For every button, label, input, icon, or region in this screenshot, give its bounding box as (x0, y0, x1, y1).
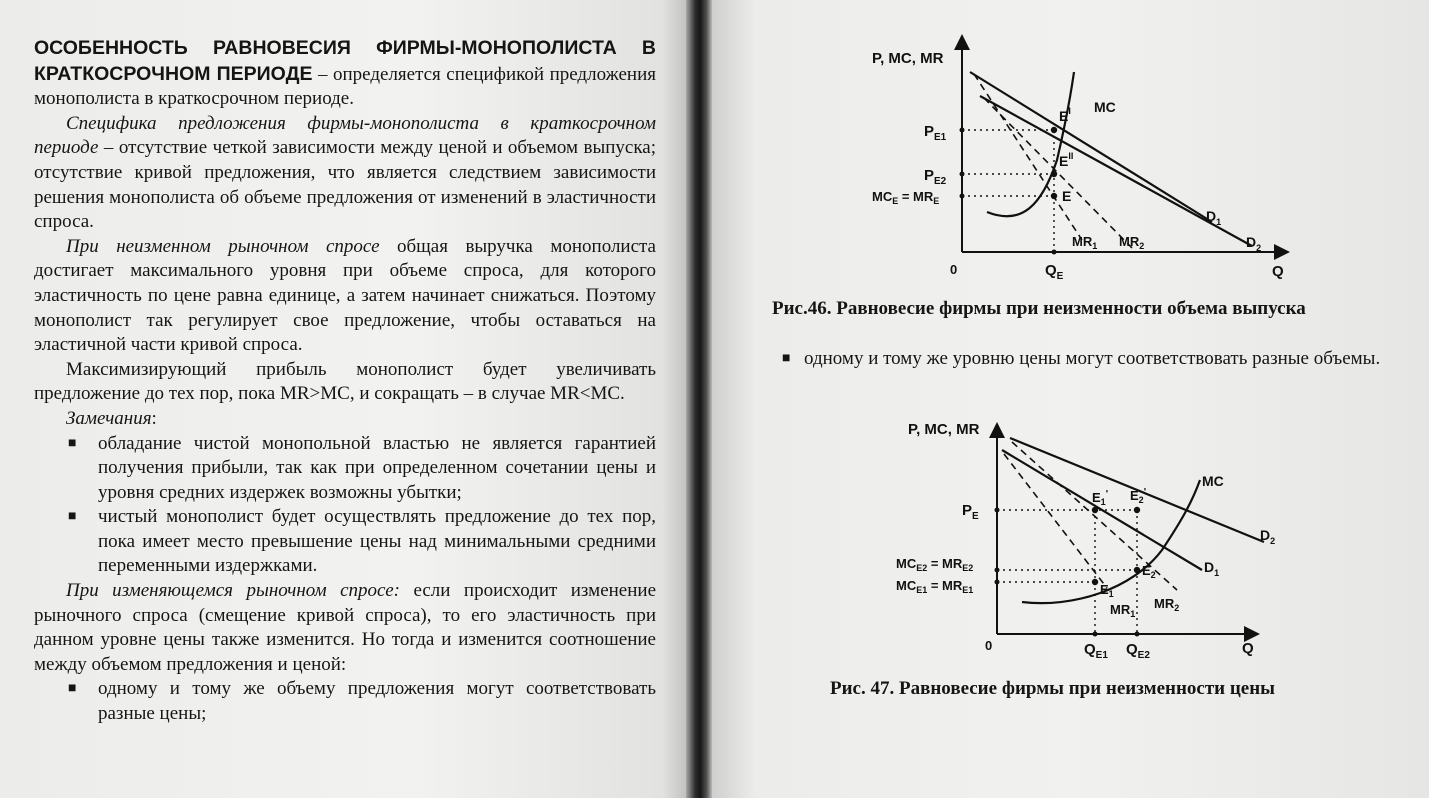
fig46-pe1-sub: E1 (934, 132, 947, 143)
paragraph-constant-demand (34, 235, 656, 358)
fig47-e2p-mark: ' (1143, 487, 1147, 498)
price-bullet (34, 677, 656, 726)
fig47-e1p-sub: 1 (1100, 497, 1106, 507)
fig47-origin-label: 0 (985, 638, 993, 653)
fig47-mce1-label (896, 578, 973, 595)
fig46-tick-pe1 (960, 128, 965, 133)
fig47-qe2-label (1126, 641, 1150, 661)
fig46-e-prime-label (1059, 106, 1071, 124)
fig46-mr1-sub: 1 (1092, 241, 1098, 251)
fig47-e1-prime-label (1092, 489, 1108, 507)
paragraph-specifics (34, 112, 656, 235)
fig47-e1-main: E (1100, 582, 1109, 597)
remark-bullet-2 (34, 505, 656, 579)
fig46-mre-sub: E (933, 196, 940, 206)
fig47-pe-label (962, 502, 979, 522)
fig46-e-dprime-main: E (1059, 153, 1069, 169)
bullet-square-icon: ■ (782, 351, 791, 366)
fig46-point-e (1051, 193, 1057, 199)
fig47-point-e2-prime (1134, 507, 1140, 513)
bullet-square-icon: ■ (68, 509, 77, 525)
fig47-mc-label: MC (1202, 473, 1224, 489)
fig47-tick-mce1 (995, 580, 1000, 585)
right-bullet-text: одному и тому же уровню цены могут соответствовать разные объемы. (804, 348, 1381, 369)
fig47-e2-main: E (1142, 563, 1151, 578)
price-bullet-text: одному и тому же объему предложения могут соответствовать разные цены; (98, 678, 656, 725)
fig47-mr1-sub: 1 (1130, 609, 1136, 619)
remark-bullet-1-text: обладание чистой монопольной властью не является гарантией получения прибыли, так как при определенном сочетании цены и уровня средних издержек возможны убытки; (98, 432, 656, 503)
fig47-d1-curve (1002, 450, 1202, 570)
right-page (712, 0, 1429, 798)
fig47-point-e1 (1092, 579, 1098, 585)
fig47-mre2-main: = MR (927, 556, 963, 571)
fig46-qe-sub: E (1056, 271, 1064, 282)
fig47-qe2-sub: E2 (1137, 650, 1150, 661)
fig46-d2-label (1246, 234, 1261, 253)
fig47-point-e2 (1134, 567, 1140, 573)
fig47-tick-pe (995, 508, 1000, 513)
fig46-mce-main: MC (872, 189, 893, 204)
fig47-mc-curve (1022, 480, 1200, 603)
fig47-d1-sub: 1 (1214, 568, 1220, 578)
fig47-x-axis-label: Q (1242, 640, 1254, 657)
paragraph-changing-demand-text: если происходит изменение рыночного спроса (смещение кривой спроса), то его эластичность при данном уровне цены также изменится. Но тогда и изменится соотношение между объемом предложения и ценой: (34, 580, 656, 675)
remarks-title: Замечания (66, 407, 152, 429)
figure-46-graph (712, 0, 1429, 300)
fig46-d1-sub: 1 (1216, 217, 1222, 227)
fig46-d1-curve (970, 72, 1212, 222)
fig46-tick-pe2 (960, 172, 965, 177)
fig46-pe2-sub: E2 (934, 176, 947, 187)
fig47-mce2-label (896, 556, 973, 573)
fig47-mr2-label (1154, 596, 1179, 613)
fig47-tick-mce2 (995, 568, 1000, 573)
paragraph-changing-demand (34, 579, 656, 677)
fig47-e2p-sub: 2 (1138, 495, 1144, 505)
paragraph-changing-demand-italic: При изменяющемся рыночном спросе: (66, 580, 400, 602)
fig47-tick-qe1 (1093, 632, 1098, 637)
fig46-mc-label: MC (1094, 99, 1116, 115)
fig46-x-axis-label: Q (1272, 263, 1284, 280)
remarks-heading (34, 407, 656, 432)
fig47-e2-label (1142, 563, 1156, 580)
fig47-point-e1-prime (1092, 507, 1098, 513)
fig47-mr1-curve (1004, 454, 1107, 588)
fig46-d2-main: D (1246, 234, 1257, 250)
fig47-e2-prime-label (1130, 487, 1146, 505)
fig46-point-e-dprime (1051, 171, 1057, 177)
fig46-e-dprime-label (1059, 151, 1073, 169)
fig46-mr2-main: MR (1119, 234, 1140, 249)
fig46-e-dprime-mark: II (1068, 151, 1074, 161)
fig46-pe2-main: P (924, 167, 935, 184)
fig47-pe-sub: E (972, 511, 979, 522)
fig47-mr1-main: MR (1110, 602, 1131, 617)
fig47-y-axis-label: P, MC, MR (908, 421, 980, 438)
section-heading-rest: – определяется спецификой предложения монополиста в краткосрочном периоде. (34, 63, 656, 110)
paragraph-constant-demand-italic: При неизменном рыночном спросе (66, 235, 380, 257)
fig46-y-axis-label: P, MC, MR (872, 50, 944, 67)
paragraph-specifics-text: – отсутствие четкой зависимости между ценой и объемом выпуска; отсутствие кривой предложения, что является следствием зависимости решения монополиста об объеме предложения от изменений в эластичности спроса. (34, 137, 656, 233)
fig46-mr1-main: MR (1072, 234, 1093, 249)
fig47-tick-qe2 (1135, 632, 1140, 637)
fig47-mce2-sub: E2 (916, 563, 928, 573)
remarks-colon: : (151, 407, 157, 429)
fig46-mce-sub: E (892, 196, 899, 206)
section-heading: ОСОБЕННОСТЬ РАВНОВЕСИЯ ФИРМЫ-МОНОПОЛИСТА В КРАТКОСРОЧНОМ ПЕРИОДЕ (34, 37, 656, 85)
fig46-tick-qe (1052, 250, 1057, 255)
fig47-pe-main: P (962, 502, 973, 519)
remark-bullet-2-text: чистый монополист будет осуществлять предложение до тех пор, пока имеет место превышение цены над минимальными средними переменными издержками. (98, 506, 656, 577)
fig46-point-e-prime (1051, 127, 1057, 133)
fig46-mre-main: = MR (898, 189, 934, 204)
fig46-pe2-label (924, 167, 947, 187)
fig46-d2-sub: 2 (1256, 243, 1262, 253)
paragraph-profit-max: Максимизирующий прибыль монополист будет увеличивать предложение до тех пор, пока MR>MC, и сокращать – в случае MR<MC. (34, 358, 656, 405)
fig47-qe1-sub: E1 (1095, 650, 1108, 661)
fig47-mce2-main: MC (896, 556, 917, 571)
fig47-e1p-main: E (1092, 490, 1101, 505)
fig46-mr2-curve (984, 98, 1132, 248)
fig46-mce-label (872, 189, 939, 206)
fig47-e2-sub: 2 (1150, 570, 1156, 580)
fig46-mr2-label (1119, 234, 1144, 251)
fig47-mr2-main: MR (1154, 596, 1175, 611)
fig47-e1p-mark: ' (1105, 489, 1109, 500)
fig47-e2p-main: E (1130, 488, 1139, 503)
fig47-e1-sub: 1 (1108, 589, 1114, 599)
fig46-mr2-sub: 2 (1139, 241, 1145, 251)
fig46-pe1-label (924, 123, 947, 143)
fig47-mre1-sub: E1 (962, 585, 974, 595)
left-page (0, 0, 690, 798)
fig46-qe-main: Q (1045, 262, 1057, 279)
fig47-mce1-sub: E1 (916, 585, 928, 595)
fig46-e-prime-main: E (1059, 108, 1069, 124)
paragraph-specifics-italic: Специфика предложения фирмы-монополиста в краткосрочном периоде (34, 112, 656, 159)
fig47-mce1-main: MC (896, 578, 917, 593)
section-heading-paragraph (34, 36, 656, 112)
fig47-d2-main: D (1260, 527, 1271, 543)
fig47-mr1-label (1110, 602, 1135, 619)
book-spine-gutter (686, 0, 712, 798)
fig46-e-label: E (1062, 188, 1072, 204)
fig46-qe-label (1045, 262, 1064, 282)
fig46-mr1-label (1072, 234, 1097, 251)
figure-47-graph (712, 410, 1429, 710)
fig46-d1-main: D (1206, 208, 1217, 224)
fig47-e1-label (1100, 582, 1114, 599)
remark-bullet-1 (34, 432, 656, 506)
right-bullet (782, 347, 1394, 372)
paragraph-constant-demand-text: общая выручка монополиста достигает максимального уровня при объеме спроса, для которого эластичность по цене равна единице, а затем начинает снижаться. Поэтому монополист так регулирует свое предложение, чтобы оставаться на эластичной части кривой спроса. (34, 235, 656, 356)
bullet-square-icon: ■ (68, 681, 77, 697)
fig47-d1-label (1204, 559, 1219, 578)
fig47-mr2-sub: 2 (1174, 603, 1180, 613)
fig47-mre1-main: = MR (927, 578, 963, 593)
fig47-d2-sub: 2 (1270, 536, 1276, 546)
fig47-d1-main: D (1204, 559, 1215, 575)
fig47-mre2-sub: E2 (962, 563, 974, 573)
fig47-qe1-main: Q (1084, 641, 1096, 658)
left-page-text (34, 36, 656, 727)
fig47-qe2-main: Q (1126, 641, 1138, 658)
fig47-d2-label (1260, 527, 1275, 546)
fig46-e-prime-mark: I (1068, 106, 1071, 116)
bullet-square-icon: ■ (68, 435, 77, 451)
fig46-tick-mce (960, 194, 965, 199)
figure-46-caption: Рис.46. Равновесие фирмы при неизменности объема выпуска (772, 298, 1306, 319)
fig46-origin-label: 0 (950, 262, 958, 277)
figure-47-caption: Рис. 47. Равновесие фирмы при неизменности цены (830, 678, 1276, 699)
fig47-qe1-label (1084, 641, 1108, 661)
fig46-pe1-main: P (924, 123, 935, 140)
